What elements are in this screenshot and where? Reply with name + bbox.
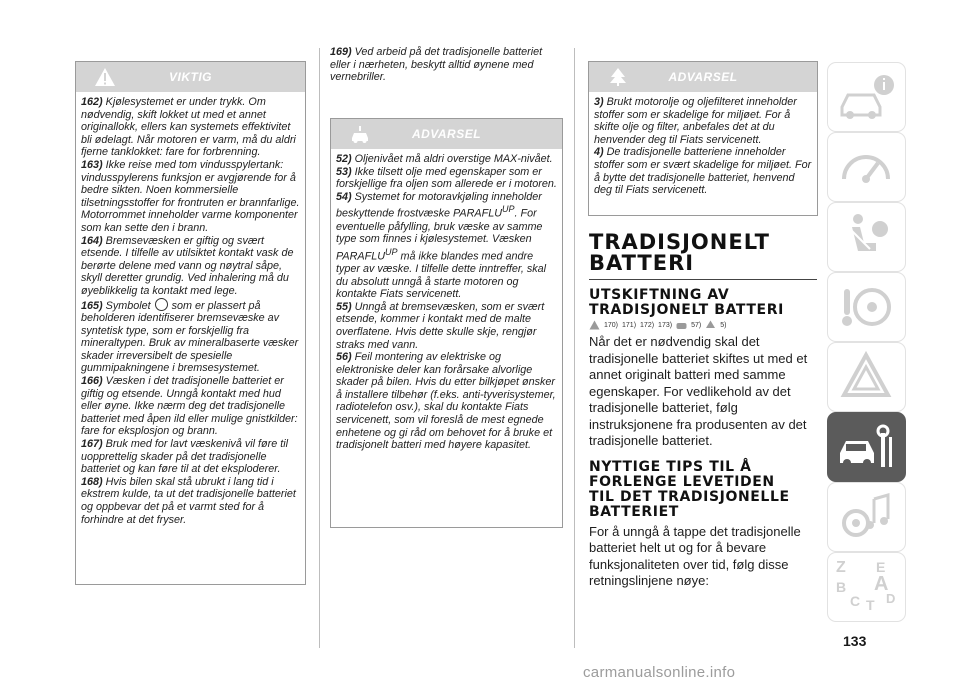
environment-tree-icon <box>705 320 716 330</box>
warning-box-1-body <box>331 149 562 458</box>
note-163: 163) Ikke reise med tom vindusspylertank: vindusspylerens funksjon er avgjørende for å bedre sikten. Noen kommersielle tilsetningsstoffer for frontruten er brannfarlige. Motorrommet inneholder varme komponenter som kan sette den i brann. <box>81 158 300 234</box>
note-165: 165) Symbolet som er plassert på beholderen identifiserer bremsevæske av syntetisk type, som er forskjellig fra mineraltypen. Bruk av mineralbaserte væsker skader irreversibelt de spesielle gummipakningene i bremsesystemet. <box>81 299 299 375</box>
sidebar-tab-starting-driving[interactable] <box>827 272 906 342</box>
warning-box-2-header <box>589 62 817 92</box>
note-53: 53) Ikke tilsett olje med egenskaper som er forskjellige fra oljen som allerede er i motoren. <box>336 165 557 191</box>
settings-music-icon <box>836 489 896 545</box>
note-162: 162) Kjølesystemet er under trykk. Om nødvendig, skift lokket ut med et annet originallokk, ellers kan systemets effektivitet bli ødelagt. Når motoren er varm, må du aldri fjerne tanklokket: fare for forbrenning. <box>81 96 296 159</box>
note-169: 169) Ved arbeid på det tradisjonelle batteriet eller i nærheten, beskytt alltid øynene med vernebriller. <box>330 46 543 84</box>
note-4: 4) De tradisjonelle batteriene inneholder stoffer som er svært skadelige for miljøet. For å bytte det tradisjonelle batteriet, henvend deg til Fiats servicenett. <box>594 146 812 197</box>
warning-triangle-icon <box>589 320 600 330</box>
seat-airbag-icon <box>836 209 896 265</box>
ref-171[interactable]: 171) <box>622 321 637 329</box>
note-54: 54) Systemet for motoravkjøling inneholder beskyttende frostvæske $PARAFLU^{UP}$. For eventuelle påfylling, bruk væske av samme type som finnes i kjølesystemet. Væsken $PARAFLU^{UP}$ må ikke blandes med andre typer av væske. I tilfelle dette inntreffer, skal du absolutt unngå å starte motoren og kontakte Fiats servicenett. <box>336 190 547 301</box>
section-rule <box>589 279 817 280</box>
sidebar-tab-safety[interactable] <box>827 202 906 272</box>
warning-box-2-body <box>589 92 817 203</box>
brake-fluid-symbol-icon <box>155 298 168 311</box>
subsection-replacement-title: UTSKIFTNING AV TRADISJONELT BATTERI <box>589 287 784 318</box>
page-number: 133 <box>843 633 867 649</box>
sidebar-tab-index[interactable] <box>827 552 906 622</box>
sidebar-tab-emergency[interactable] <box>827 342 906 412</box>
note-164: 164) Bremsevæsken er giftig og svært etsende. I tilfelle av utilsiktet kontakt vask de berørte delene med vann og nøytral såpe, skyll deretter grundig. Ved inhalering må du øyeblikkelig ta kontakt med lege. <box>81 234 294 297</box>
note-55: 55) Unngå at bremsevæsken, som er svært etsende, kommer i kontakt med de malte overflatene. Hvis dette skulle skje, rengjør straks med vann. <box>336 300 545 351</box>
note-169-block <box>330 46 560 84</box>
warning-box-1 <box>330 118 563 528</box>
section-title: TRADISJONELT BATTERI <box>589 230 770 275</box>
warning-box-2 <box>588 61 818 216</box>
warning-box-2-title: ADVARSEL <box>668 70 738 84</box>
ref-57[interactable]: 57) <box>691 321 702 329</box>
column-divider <box>319 48 320 648</box>
important-box <box>75 61 306 585</box>
ref-172[interactable]: 172) <box>640 321 655 329</box>
ref-173[interactable]: 173) <box>658 321 673 329</box>
key-steering-wheel-icon <box>836 279 896 335</box>
important-box-body <box>76 92 305 532</box>
important-box-title: VIKTIG <box>168 70 212 84</box>
subsection-tips-title: NYTTIGE TIPS TIL Å FORLENGE LEVETIDEN TIL DET TRADISJONELLE BATTERIET <box>589 458 790 520</box>
replacement-paragraph: Når det er nødvendig skal det tradisjonelle batteriet skiftes ut med et annet originalt batteri med samme egenskaper. For vedlikehold av det tradisjonelle batteriet, følg instruksjonene fra produsenten av det tradisjonelle batteriet. <box>589 334 808 448</box>
note-56: 56) Feil montering av elektriske og elektroniske deler kan forårsake alvorlige skader på bilen. Hvis du etter bilkjøpet ønsker å installere tilbehør (f.eks. anti-tyverisystemer, radiotelefon osv.), skal du kontakte Fiats servicenett, som vil foreslå de mest egnede enhetene og gi råd om behovet for å bruke et tradisjonelt batteri med høyere kapasitet. <box>336 351 556 452</box>
watermark: carmanualsonline.info <box>583 664 736 681</box>
tips-paragraph: For å unngå å tappe det tradisjonelle batteriet helt ut og for å bevare funksjonaliteten over tid, følg disse retningslinjene nøye: <box>589 523 801 588</box>
column-divider <box>574 48 575 648</box>
note-168: 168) Hvis bilen skal stå ubrukt i lang tid i ekstrem kulde, ta ut det tradisjonelle batteriet og oppbevar det på et varmt sted for å forhindre at det fryser. <box>81 475 296 526</box>
car-info-icon <box>836 69 896 125</box>
note-167: 167) Bruk med for lavt væskenivå vil føre til uopprettelig skader på det tradisjonelle batteriet og kan føre til at det eksploderer. <box>81 438 289 476</box>
warning-box-1-header <box>331 119 562 149</box>
dashboard-gauge-icon <box>836 139 896 195</box>
alphabet-index-icon: Z E B A C T D <box>836 559 896 613</box>
ref-170[interactable]: 170) <box>604 321 619 329</box>
sidebar-tab-multimedia[interactable] <box>827 482 906 552</box>
warning-box-1-title: ADVARSEL <box>411 127 482 141</box>
important-box-header <box>76 62 305 92</box>
ref-5[interactable]: 5) <box>720 321 727 329</box>
sidebar-tab-maintenance[interactable] <box>827 412 906 482</box>
note-52: 52) Oljenivået må aldri overstige MAX-nivået. <box>336 153 553 165</box>
car-warning-icon <box>676 320 687 330</box>
note-166: 166) Væsken i det tradisjonelle batteriet er giftig og etsende. Unngå kontakt med hud eller øyne. Ikke nærm deg det tradisjonelle batteriet med åpen ild eller mulige gnistkilder: fare for eksplosjon og brann. <box>81 375 298 438</box>
warning-light-icon <box>836 349 896 405</box>
note-3: 3) Brukt motorolje og oljefilteret inneholder stoffer som er skadelige for miljøet. For å skifte olje og filter, anbefales det at du henvender deg til Fiats servicenett. <box>594 96 797 146</box>
sidebar-tab-dashboard[interactable] <box>827 132 906 202</box>
sidebar-tab-car-info[interactable] <box>827 62 906 132</box>
car-tools-icon <box>836 419 896 475</box>
reference-marks <box>589 320 817 330</box>
battery-section <box>589 232 817 590</box>
